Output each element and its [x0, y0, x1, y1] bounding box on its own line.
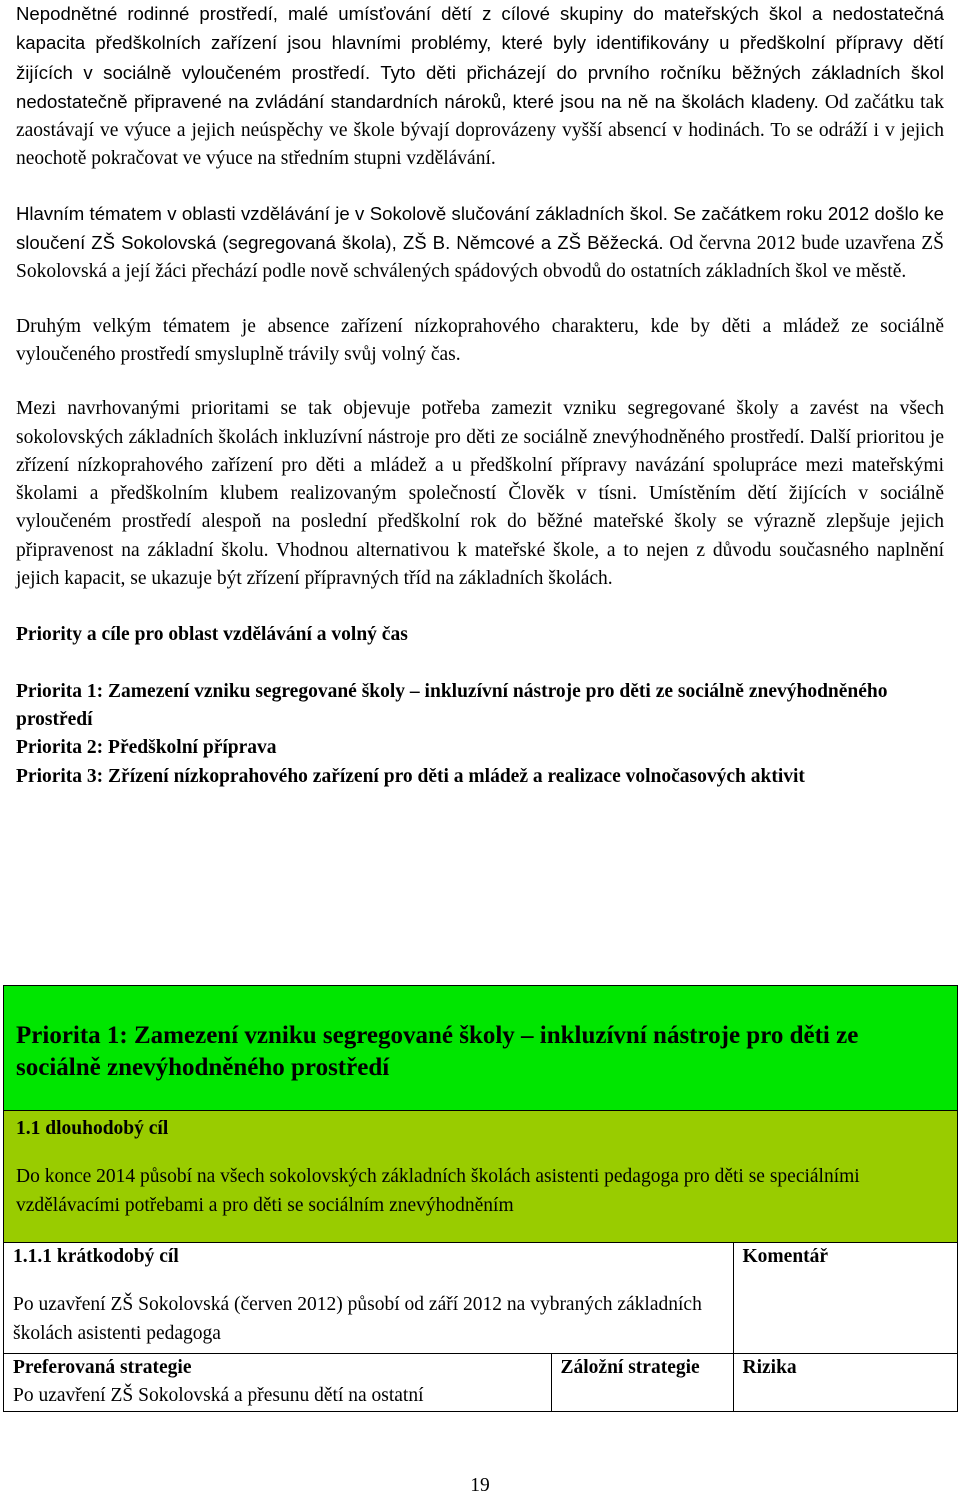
preferred-strategy-label: Preferovaná strategie: [13, 1356, 192, 1378]
long-term-goal-text: Do konce 2014 působí na všech sokolovských základních školách asistenti pedagoga pro děti se speciálními vzdělávacími potřebami a pro děti se sociálním znevýhodněním: [16, 1166, 860, 1216]
backup-strategy-label: Záložní strategie: [560, 1356, 700, 1378]
paragraph-school-merge-part2: Od června 2012 bude uzavřena ZŠ Sokolovská a její žáci přechází podle nově schválených spádových obvodů do ostatních základních škol ve městě.: [16, 233, 944, 283]
long-term-goal-label: 1.1 dlouhodobý cíl: [16, 1118, 169, 1139]
paragraph-school-merge-part1: Hlavním tématem v oblasti vzdělávání je v Sokolově slučování základních škol. Se začátkem roku 2012 došlo ke sloučení ZŠ Sokolovská (segregovaná škola), ZŠ B. Němcové a ZŠ Běžecká.: [16, 202, 944, 254]
preferred-strategy-text: Po uzavření ZŠ Sokolovská a přesunu dětí na ostatní: [13, 1384, 424, 1406]
short-term-goal-table: [4, 1243, 957, 1411]
comment-cell: [733, 1243, 957, 1353]
paragraph-preschool-part1: Nepodnětné rodinné prostředí, malé umísťování dětí z cílové skupiny do mateřských škol a nedostatečná kapacita předškolních zařízení jsou hlavními problémy, které byly identifikovány u předškolní přípravy dětí žijících v sociálně vyloučeném prostředí. Tyto děti přicházejí do prvního ročníku běžných základních škol nedostatečně připravené na zvládání standardních nároků, které jsou na ně na školách kladeny.: [16, 3, 944, 112]
preferred-strategy-cell: [4, 1353, 551, 1411]
page-number: 19: [470, 1475, 490, 1496]
short-term-goal-text: Po uzavření ZŠ Sokolovská (červen 2012) působí od září 2012 na vybraných základních školách asistenti pedagoga: [13, 1294, 702, 1344]
short-term-goal-label: 1.1.1 krátkodobý cíl: [13, 1246, 179, 1267]
priority-item-1: Priorita 1: Zamezení vzniku segregované školy – inkluzívní nástroje pro děti ze sociálně znevýhodněného prostředí: [16, 680, 888, 730]
long-term-goal-section: [4, 1111, 957, 1243]
short-term-goal-cell: [4, 1243, 733, 1353]
section-heading: Priority a cíle pro oblast vzdělávání a volný čas: [16, 624, 408, 646]
paragraph-lowthreshold: Druhým velkým tématem je absence zařízení nízkoprahového charakteru, kde by děti a mládež ze sociálně vyloučeného prostředí smysluplně trávily svůj volný čas.: [16, 315, 944, 365]
risks-label: Rizika: [742, 1356, 797, 1378]
paragraph-preschool-part2: Od začátku tak zaostávají ve výuce a jejich neúspěchy ve škole bývají doprovázeny vyšší absencí v hodinách. To se odráží i v jejich neochotě pokračovat ve výuce na středním stupni vzdělávání.: [16, 91, 944, 170]
paragraph-preschool: [16, 0, 944, 174]
priority-list: [16, 678, 944, 791]
priority-item-2: Priorita 2: Předškolní příprava: [16, 737, 277, 759]
priority-table: [3, 985, 958, 1412]
paragraph-school-merge: [16, 200, 944, 287]
paragraph-priorities-intro: Mezi navrhovanými prioritami se tak objevuje potřeba zamezit vzniku segregované školy a zavést na všech sokolovských základních školách inkluzívní nástroje pro děti ze sociálně znevýhodněného prostředí. Další prioritou je zřízení nízkoprahového zařízení pro děti a mládež a u předškolní přípravy navázání spolupráce mezi mateřskými školami a předškolním klubem realizovaným společností Člověk v tísni. Umístěním dětí žijících v sociálně vyloučeném prostředí alespoň na poslední předškolní rok do běžné mateřské školy se výrazně zlepšuje jejich připravenost na základní školu. Vhodnou alternativou k mateřské škole, a to nejen z důvodu současného naplnění jejich kapacit, se ukazuje být zřízení přípravných tříd na základních školách.: [16, 398, 944, 590]
priority-item-3: Priorita 3: Zřízení nízkoprahového zařízení pro děti a mládež a realizace volnočasových aktivit: [16, 765, 805, 787]
comment-label: Komentář: [742, 1246, 829, 1267]
priority-table-header: [4, 986, 957, 1111]
risks-cell: [733, 1353, 957, 1411]
document-page: [16, 0, 944, 791]
priority-table-title: Priorita 1: Zamezení vzniku segregované školy – inkluzívní nástroje pro děti ze sociálně znevýhodněného prostředí: [16, 1022, 859, 1081]
backup-strategy-cell: [551, 1353, 733, 1411]
